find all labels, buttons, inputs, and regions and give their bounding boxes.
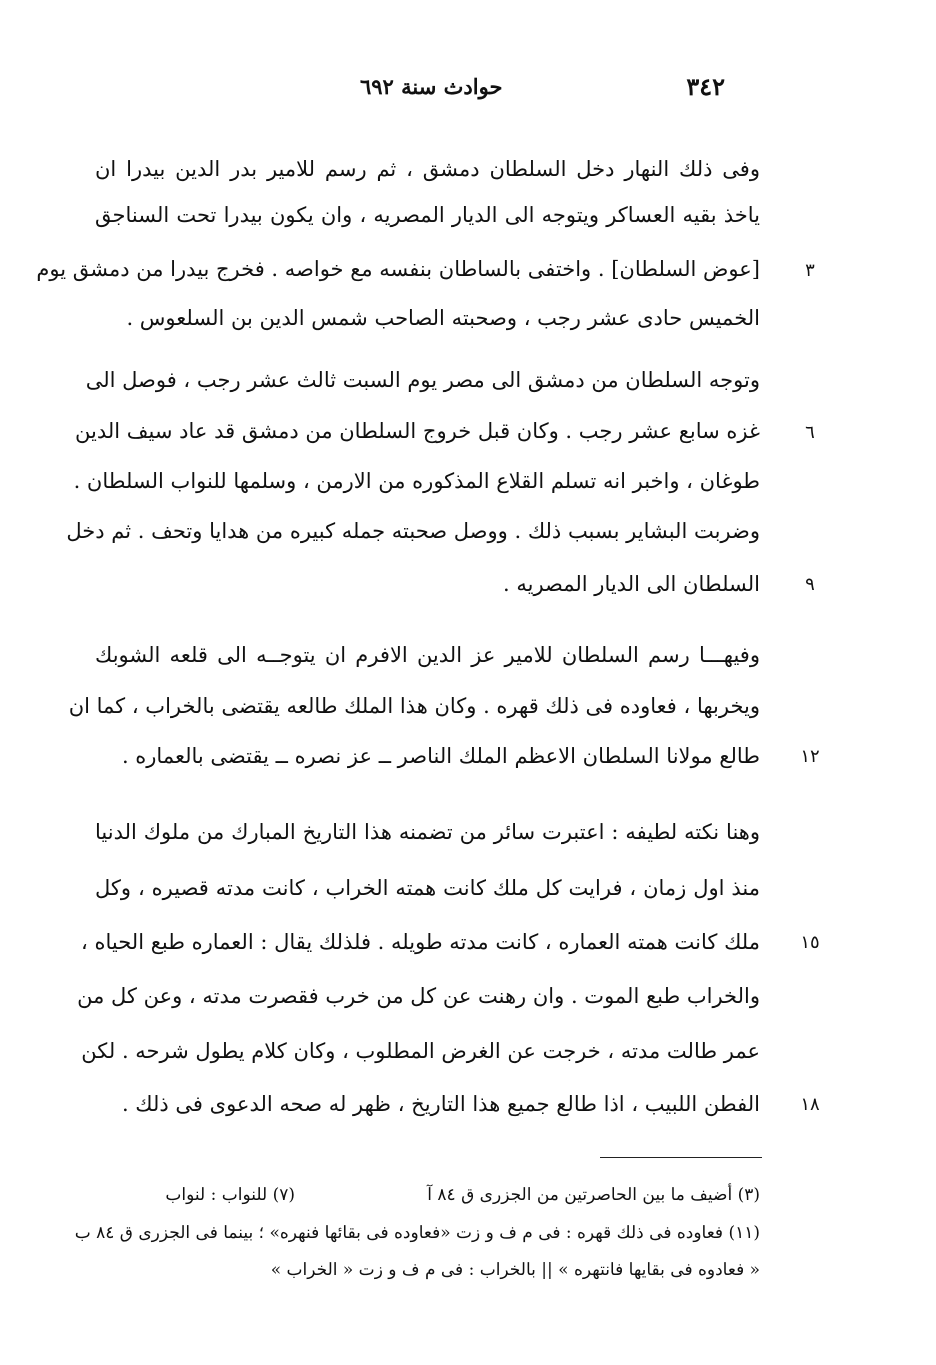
footnote-3: (٣) أضيف ما بين الحاصرتين من الجزرى ق ٨٤ آ xyxy=(427,1185,760,1205)
line-number-18: ١٨ xyxy=(800,1094,820,1115)
text-line: ياخذ بقيه العساكر ويتوجه الى الديار المصريه ، وان يكون بيدرا تحت السناجق xyxy=(95,203,760,227)
text-line: وتوجه السلطان من دمشق الى مصر يوم السبت ثالث عشر رجب ، فوصل الى xyxy=(85,368,760,392)
line-number-9: ٩ xyxy=(805,574,815,595)
text-line: الفطن اللبيب ، اذا طالع جميع هذا التاريخ ، ظهر له صحه الدعوى فى ذلك . xyxy=(121,1092,760,1116)
text-line: ويخربها ، فعاوده فى ذلك قهره . وكان هذا الملك طالعه يقتضى بالخراب ، كما ان xyxy=(68,694,760,718)
footnote-7: (٧) للنواب : لنواب xyxy=(165,1185,295,1205)
page-number: ٣٤٢ xyxy=(686,72,725,101)
text-line: والخراب طبع الموت . وان رهنت عن كل من خرب فقصرت مدته ، وعن كل من xyxy=(77,984,760,1008)
text-line: ملك كانت همته العماره ، كانت مدته طويله . فلذلك يقال : العماره طبع الحياه ، xyxy=(81,930,760,954)
text-line: غزه سابع عشر رجب . وكان قبل خروج السلطان من دمشق قد عاد سيف الدين xyxy=(75,419,760,443)
text-line: منذ اول زمان ، فرايت كل ملك كانت همته الخراب ، كانت مدته قصيره ، وكل xyxy=(95,876,760,900)
page-header xyxy=(95,72,725,112)
text-line: وضربت البشاير بسبب ذلك . ووصل صحبته جمله كبيره من هدايا وتحف . ثم دخل xyxy=(66,519,760,543)
line-number-12: ١٢ xyxy=(800,746,820,767)
text-line: عمر طالت مدته ، خرجت عن الغرض المطلوب ، وكان كلام يطول شرحه . لكن xyxy=(81,1039,760,1063)
line-number-6: ٦ xyxy=(805,422,815,443)
line-number-3: ٣ xyxy=(805,260,815,281)
footnote-11-continued: « فعادوه فى بقايها فانتهره » || بالخراب : فى م ف و زت « الخراب » xyxy=(270,1260,760,1280)
text-line: الخميس حادى عشر رجب ، وصحبته الصاحب شمس الدين بن السلعوس . xyxy=(126,306,760,330)
text-line: طالع مولانا السلطان الاعظم الملك الناصر ــ عز نصره ــ يقتضى بالعماره . xyxy=(121,744,760,768)
line-number-15: ١٥ xyxy=(800,932,820,953)
text-line: [عوض السلطان] . واختفى بالساطان بنفسه مع خواصه . فخرج بيدرا من دمشق يوم xyxy=(36,257,760,281)
text-line: وهنا نكته لطيفه : اعتبرت سائر من تضمنه هذا التاريخ المبارك من ملوك الدنيا xyxy=(95,820,760,844)
footnote-divider xyxy=(600,1157,762,1158)
footnote-11: (١١) فعاوده فى ذلك قهره : فى م ف و زت «فعاوده فى بقائها فنهره» ؛ بينما فى الجزرى ق ٨٤ ب xyxy=(74,1223,760,1243)
text-line: طوغان ، واخبر انه تسلم القلاع المذكوره من الارمن ، وسلمها للنواب السلطان . xyxy=(73,469,760,493)
text-line: وفى ذلك النهار دخل السلطان دمشق ، ثم رسم للامير بدر الدين بيدرا ان xyxy=(95,157,760,181)
text-line: وفيهـــا رسم السلطان للامير عز الدين الافرم ان يتوجــه الى قلعه الشوبك xyxy=(95,643,760,667)
text-line: السلطان الى الديار المصريه . xyxy=(503,572,760,596)
running-title: حوادث سنة ٦٩٢ xyxy=(360,74,503,99)
